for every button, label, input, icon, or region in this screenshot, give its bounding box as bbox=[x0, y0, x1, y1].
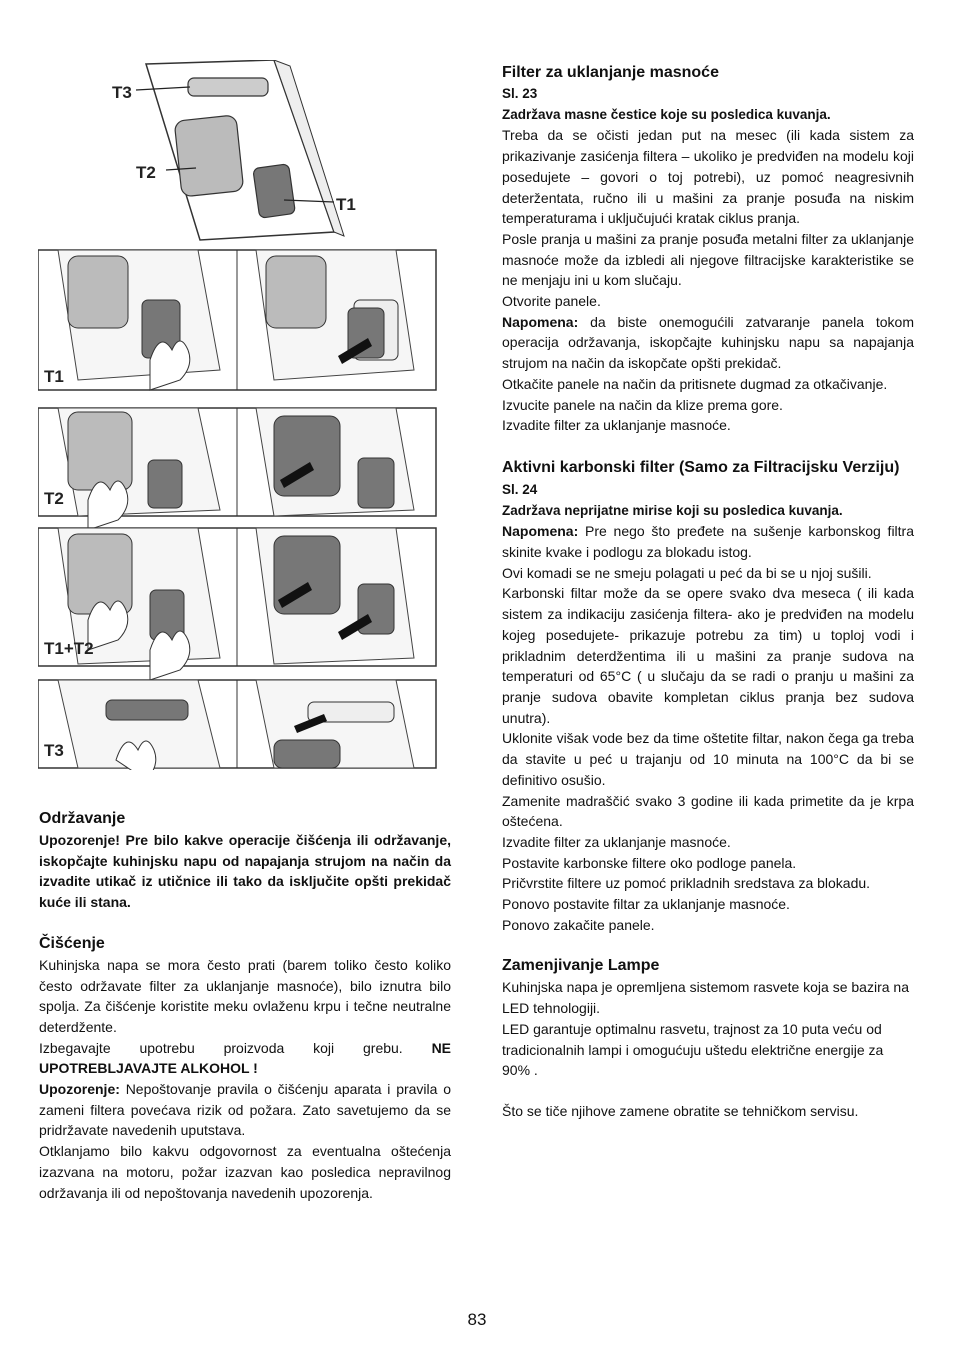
no-alcohol-text: NE UPOTREBLJAVAJTE ALKOHOL ! bbox=[39, 1039, 452, 1077]
step-panel-t2 bbox=[38, 408, 436, 530]
filter-paragraph-7: Izvadite filter za uklanjanje masnoće. bbox=[502, 417, 731, 434]
maintenance-warning: Upozorenje! Pre bilo kakve operacije čišćenja ili održavanje, iskopčajte kuhinjsku napu od napajanja strujom na način da izvadite utikač iz utičnice ili tako da isključite opšti prekidač kuće ili stana. bbox=[39, 832, 451, 911]
filter-note-label: Napomena: bbox=[502, 313, 579, 330]
liability-paragraph: Otklanjamo bilo kakvu odgovornost za eventualna oštećenja izazvana na motoru, požar izazvan kao posledica nepravilnog održavanja ili od nepoštovanja navedenih upozorenja. bbox=[39, 1143, 451, 1201]
karbon-paragraph-6: Izvadite filter za uklanjanje masnoće. bbox=[502, 833, 731, 850]
label-t1: T1 bbox=[336, 195, 356, 214]
cleaning-abrasive-text: Izbegavajte upotrebu proizvoda koji grebu. bbox=[39, 1039, 403, 1056]
left-column bbox=[39, 808, 451, 1203]
filter-paragraph-3: Otvorite panele. bbox=[502, 293, 601, 310]
karbon-note-text: Pre nego što pređete na sušenje karbonskog filtra skinite kvake i podlogu za blokadu istog. bbox=[502, 523, 914, 561]
filter-note-text: da biste onemogućili zatvaranje panela tokom operacija održavanja, iskopčajte kuhinjsku napu sa napajanja strujom na način da iskopčate opšti prekidač. bbox=[502, 313, 914, 372]
karbon-paragraph-7: Postavite karbonske filtere oko podloge panela. bbox=[502, 854, 797, 871]
lampa-paragraph-3: Što se tiče njihove zamene obratite se tehničkom servisu. bbox=[502, 1102, 859, 1119]
step-panel-t1 bbox=[38, 250, 436, 390]
karbon-figure-ref: Sl. 24 bbox=[502, 481, 538, 497]
filter-paragraph-5: Otkačite panele na način da pritisnete dugmad za otkačivanje. bbox=[502, 375, 888, 392]
step-panel-t3 bbox=[38, 680, 436, 770]
heading-ciscenje: Čišćenje bbox=[39, 934, 105, 952]
warning-label: Upozorenje: bbox=[39, 1081, 120, 1098]
karbon-paragraph-4: Uklonite višak vode bez da time oštetite filtar, nakon čega ga treba da stavite u peć u trajanju od 10 minuta na 100°C da bi se definitivo osušio. bbox=[502, 730, 914, 788]
karbon-note-label: Napomena: bbox=[502, 523, 579, 540]
panel-overview-drawing bbox=[136, 60, 344, 240]
filter-subtitle: Zadržava masne čestice koje su posledica kuvanja. bbox=[502, 106, 831, 122]
step-panel-t1-t2 bbox=[38, 528, 436, 680]
cleaning-paragraph-2 bbox=[39, 1038, 451, 1079]
label-t3: T3 bbox=[112, 83, 132, 102]
karbon-paragraph-3: Karbonski filtar može da se opere svako dva meseca ( ili kada sistem za indikaciju zasićenja filtera- ako je predviđen na modelu kojeg posedujete- prikazuje potrebu za tim) u toploj vodi i prikladnim deterdžentima ili u mašini za pranje sudova na temperaturi od 65°C ( u slučaju da se radi o pranju u mašini za pranje sudova obavite kompletan ciklus pranja bez sudova unutra). bbox=[502, 585, 914, 726]
label-step-t1: T1 bbox=[44, 367, 64, 386]
right-column bbox=[502, 62, 914, 1122]
page-number: 83 bbox=[467, 1310, 487, 1329]
filter-note bbox=[502, 312, 914, 374]
filter-paragraph-2: Posle pranja u mašini za pranje posuđa metalni filter za uklanjanje masnoće može da izbledi ali njegove filtracijske karakteristike se ne menjaju ini u kom slučaju. bbox=[502, 230, 914, 289]
karbon-paragraph-8: Pričvrstite filtere uz pomoć prikladnih sredstava za blokadu. bbox=[502, 875, 871, 892]
lampa-paragraph-2: LED garantuje optimalnu rasvetu, trajnost za 10 puta veću od tradicionalnih lampi i omogućuju uštedu električne energije za 90% . bbox=[502, 1020, 884, 1079]
karbon-paragraph-5: Zamenite madraščić svako 3 godine ili kada primetite da je krpa oštećena. bbox=[502, 792, 914, 830]
warning-text: Nepoštovanje pravila o čišćenju aparata i pravila o zameni filtera povećava rizik od požara. Zato savetujemo da se pridržavate navedenih uputstava. bbox=[39, 1081, 452, 1139]
heading-karbon: Aktivni karbonski filter (Samo za Filtracijsku Verziju) bbox=[502, 458, 900, 476]
label-step-t1-t2: T1+T2 bbox=[44, 639, 94, 658]
karbon-subtitle: Zadržava neprijatne mirise koji su posledica kuvanja. bbox=[502, 502, 843, 518]
label-step-t2: T2 bbox=[44, 489, 64, 508]
karbon-paragraph-9: Ponovo postavite filtar za uklanjanje masnoće. bbox=[502, 896, 790, 913]
lampa-paragraph-1: Kuhinjska napa je opremljena sistemom rasvete koja se bazira na LED tehnologiji. bbox=[502, 979, 909, 1017]
filter-paragraph-1: Treba da se očisti jedan put na mesec (ili kada sistem za prikazivanje zasićenja filtera – ukoliko je predviđen na modelu koji posedujete – govori o toj potrebi), uz pomoć neagresivnih deteržentata, ručno ili u mašini za pranje posuđa na niskim temperaturama i uključujući kratak ciklus pranja. bbox=[502, 127, 914, 227]
heading-odrzavanje: Održavanje bbox=[39, 810, 126, 827]
heading-filter: Filter za uklanjanje masnoće bbox=[502, 64, 719, 81]
cleaning-warning bbox=[39, 1079, 451, 1141]
filter-paragraph-6: Izvucite panele na način da klize prema gore. bbox=[502, 396, 783, 413]
filter-removal-figure bbox=[38, 60, 438, 770]
heading-lampa: Zamenjivanje Lampe bbox=[502, 957, 660, 975]
label-step-t3: T3 bbox=[44, 741, 64, 760]
karbon-note bbox=[502, 521, 914, 562]
karbon-paragraph-10: Ponovo zakačite panele. bbox=[502, 916, 655, 933]
cleaning-paragraph-1: Kuhinjska napa se mora često prati (barem toliko često koliko često održavate filter za uklanjanje masnoće), bilo iznutra bilo spolja. Za čišćenje koristite meku ovlaženu krpu i tečne neutralne deterdžente. bbox=[39, 956, 451, 1035]
karbon-paragraph-2: Ovi komadi se ne smeju polagati u peć da bi se u njoj sušili. bbox=[502, 564, 872, 581]
filter-figure-ref: Sl. 23 bbox=[502, 86, 538, 101]
label-t2: T2 bbox=[136, 163, 156, 182]
